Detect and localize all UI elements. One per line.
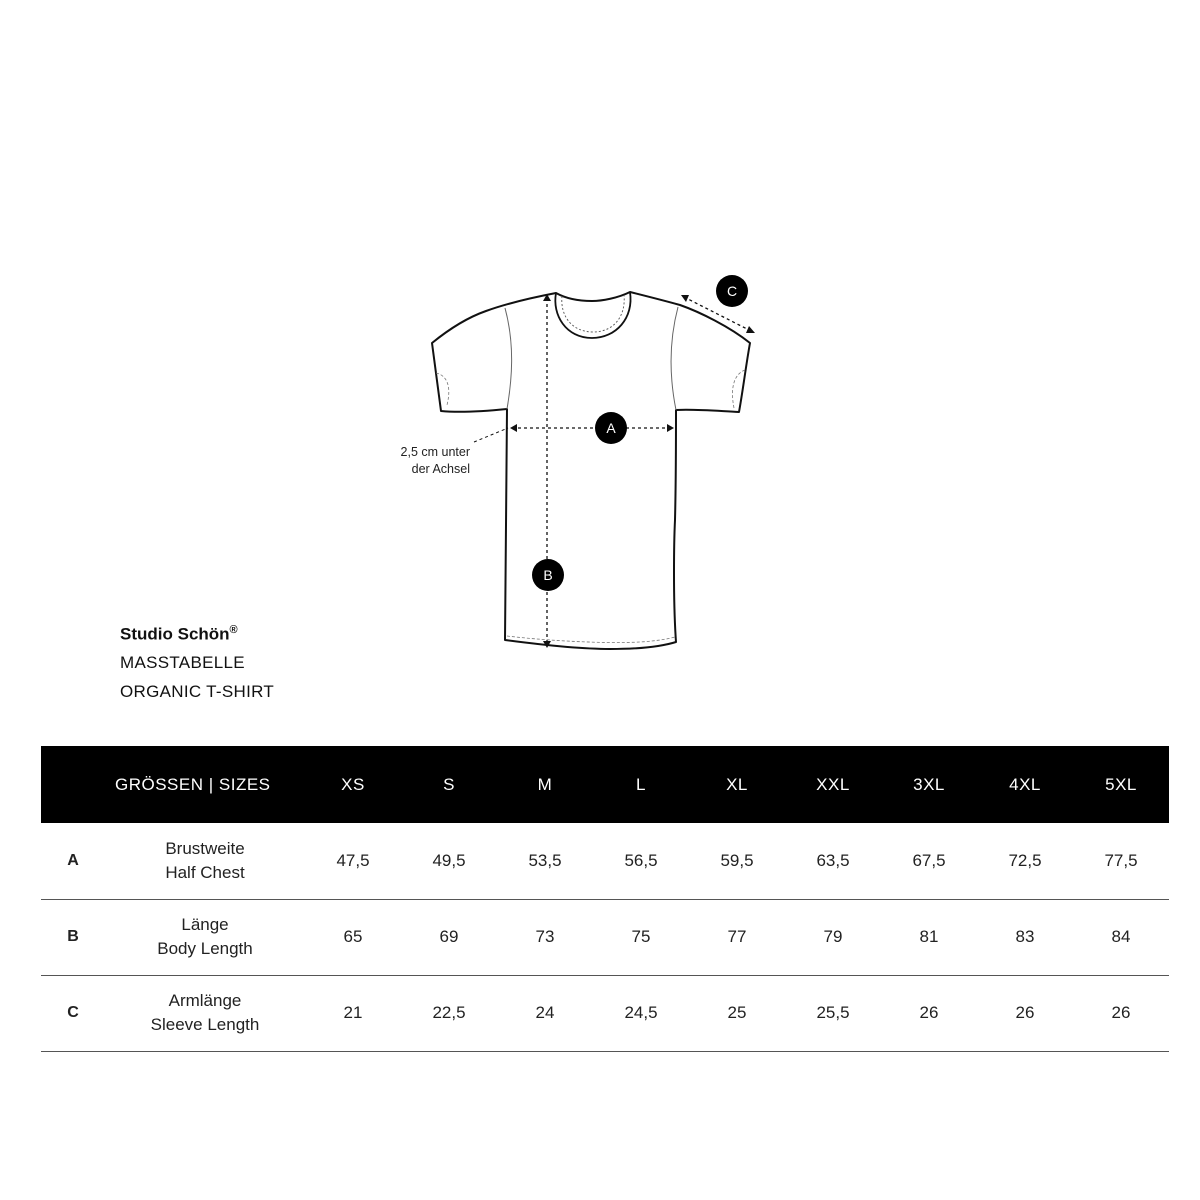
table-cell: 26 — [1111, 1003, 1131, 1022]
brand-block — [120, 618, 274, 705]
registered-mark: ® — [229, 624, 238, 636]
header-size: S — [443, 774, 455, 794]
table-cell: 69 — [439, 927, 459, 946]
marker-b — [532, 559, 564, 591]
table-cell: 77,5 — [1104, 850, 1138, 870]
marker-c-label: C — [726, 283, 738, 299]
table-header-row — [41, 746, 1169, 823]
table-cell: 25 — [727, 1003, 747, 1022]
row-key: A — [67, 851, 79, 869]
table-cell: 47,5 — [336, 850, 370, 870]
table-cell: 21 — [343, 1003, 363, 1022]
row-label — [105, 899, 305, 975]
table-cell: 26 — [1015, 1003, 1035, 1022]
table-cell: 81 — [919, 927, 939, 946]
table-row — [41, 899, 1169, 975]
measurement-note-line1: 2,5 cm unter — [400, 445, 470, 459]
header-size: XS — [341, 774, 365, 794]
header-size: 3XL — [913, 774, 945, 794]
table-cell: 22,5 — [432, 1003, 466, 1022]
table-cell: 77 — [727, 927, 747, 946]
table-cell: 63,5 — [816, 850, 850, 870]
row-key: C — [67, 1004, 79, 1021]
table-cell: 53,5 — [528, 850, 562, 870]
row-label-de: Brustweite — [165, 838, 245, 858]
tshirt-outline — [432, 292, 750, 649]
half-chest-arrow — [510, 424, 674, 432]
body-length-arrow — [543, 294, 551, 648]
marker-a-label: A — [606, 420, 616, 436]
table-cell: 84 — [1111, 927, 1131, 946]
table-cell: 79 — [823, 927, 843, 946]
measurement-note-line2: der Achsel — [411, 462, 470, 476]
row-label-en: Body Length — [157, 939, 253, 958]
header-size: L — [636, 774, 646, 794]
table-cell: 65 — [343, 927, 363, 946]
header-size: 4XL — [1009, 774, 1041, 794]
brand-name: Studio Schön® — [120, 624, 238, 644]
marker-c — [716, 275, 748, 307]
row-label-en: Half Chest — [165, 862, 245, 882]
marker-a — [595, 412, 627, 444]
table-row — [41, 975, 1169, 1051]
table-cell: 26 — [919, 1003, 939, 1022]
size-table — [41, 746, 1169, 1052]
marker-b-label: B — [543, 567, 553, 583]
table-cell: 67,5 — [912, 850, 946, 870]
table-cell: 25,5 — [816, 1003, 850, 1022]
row-label-en: Sleeve Length — [150, 1015, 260, 1034]
row-key: B — [67, 928, 79, 945]
table-cell: 24 — [535, 1003, 555, 1022]
header-size: 5XL — [1105, 774, 1137, 794]
table-cell: 72,5 — [1008, 850, 1042, 870]
tshirt-collar — [555, 292, 630, 338]
header-size: M — [537, 774, 553, 794]
row-label-de: Armlänge — [168, 991, 242, 1010]
table-cell: 83 — [1015, 927, 1035, 946]
table-cell: 75 — [631, 927, 651, 946]
document-subtitle: ORGANIC T-SHIRT — [120, 681, 275, 701]
row-label — [105, 823, 305, 899]
header-size: XXL — [816, 774, 850, 794]
table-cell: 24,5 — [624, 1003, 658, 1022]
annotation-leader — [474, 428, 508, 442]
table-row — [41, 823, 1169, 899]
table-cell: 49,5 — [432, 850, 466, 870]
row-label-de: Länge — [181, 915, 229, 934]
measurement-note — [370, 444, 470, 478]
table-cell: 59,5 — [720, 850, 754, 870]
table-cell: 56,5 — [624, 850, 658, 870]
header-sizes-label: GRÖSSEN | SIZES — [115, 774, 271, 794]
document-title: MASSTABELLE — [120, 652, 245, 672]
header-key-cell — [41, 746, 105, 823]
row-label — [105, 975, 305, 1051]
table-cell: 73 — [535, 927, 555, 946]
header-size: XL — [726, 774, 748, 794]
